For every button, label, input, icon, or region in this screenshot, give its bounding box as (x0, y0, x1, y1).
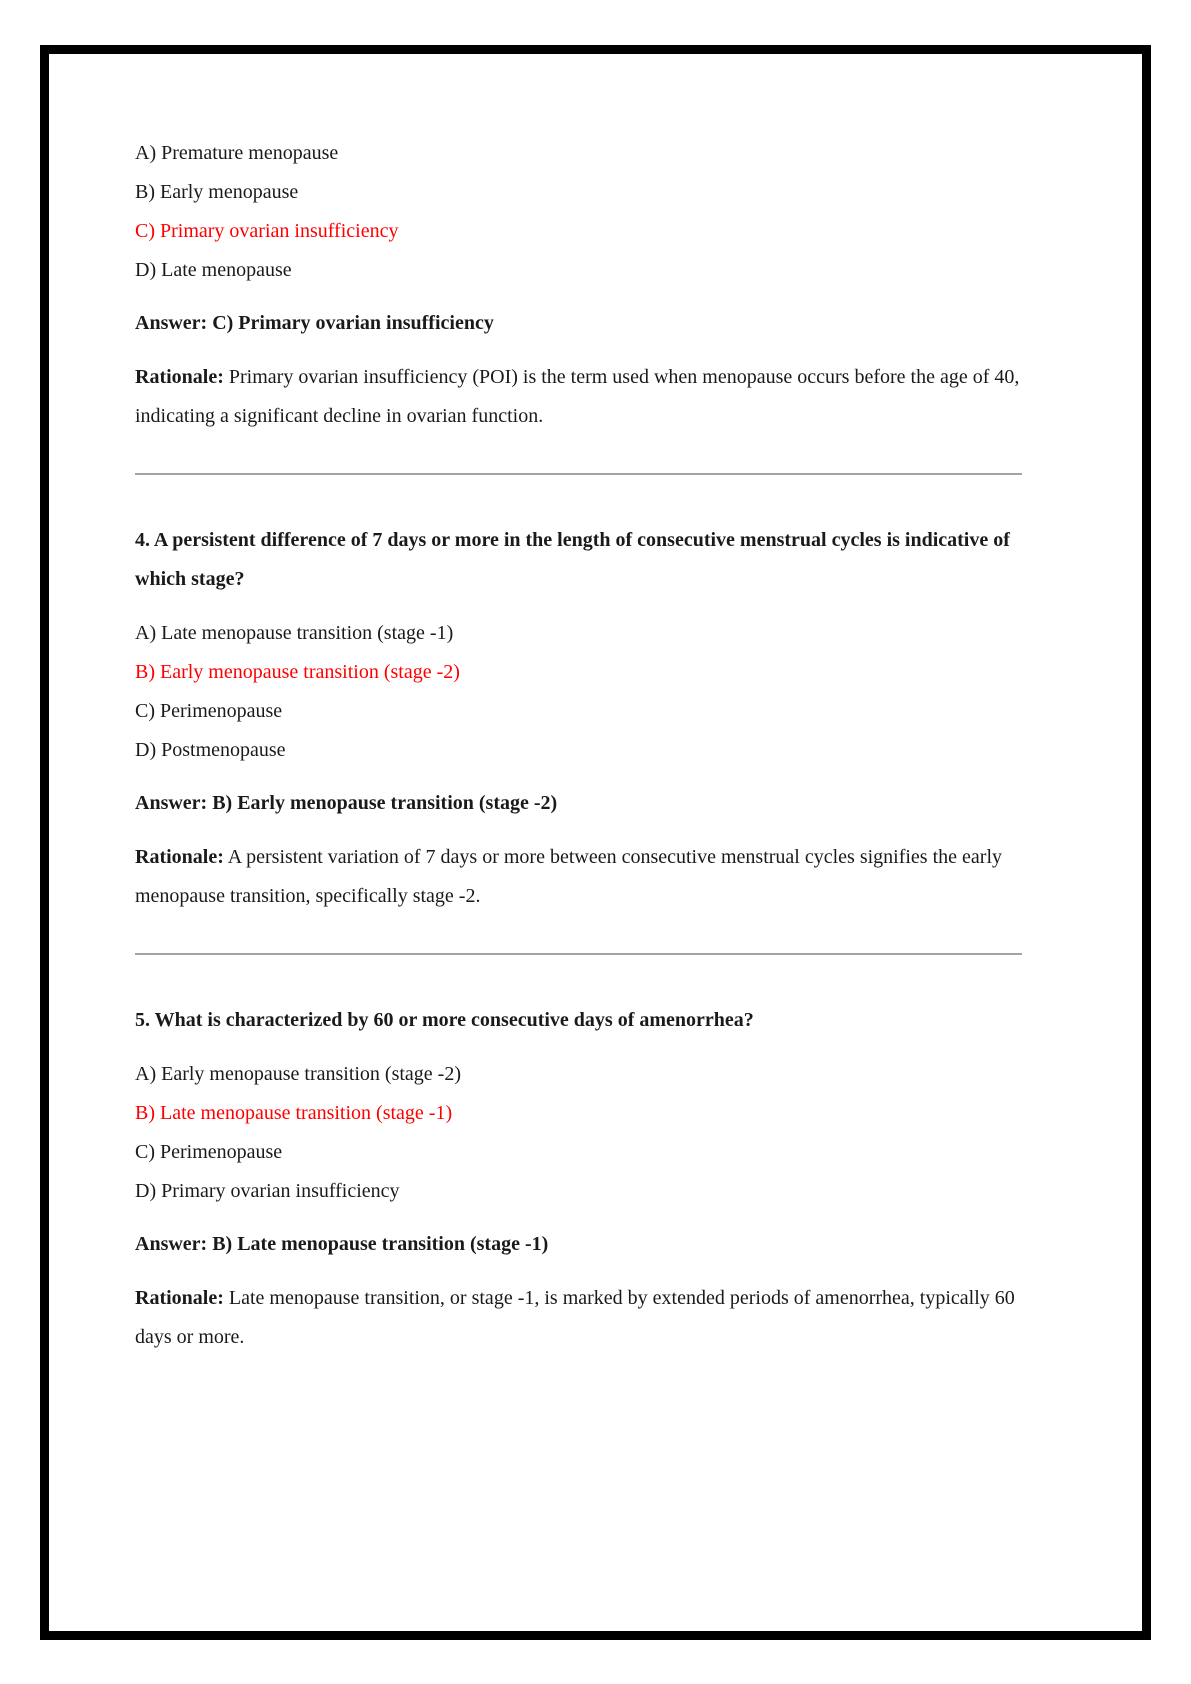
option-a: A) Premature menopause (135, 142, 339, 164)
option-d: D) Primary ovarian insufficiency (135, 1180, 400, 1202)
option-b: B) Early menopause (135, 181, 299, 203)
answer-text: Answer: C) Primary ovarian insufficiency (135, 312, 494, 334)
page-border (40, 45, 1151, 1640)
rationale-text (135, 358, 1022, 436)
rationale-body: A persistent variation of 7 days or more between consecutive menstrual cycles signifies the early menopause transition, specifically stage -2. (135, 846, 1002, 907)
option-d: D) Postmenopause (135, 739, 286, 761)
question-block-2 (135, 521, 1022, 916)
rationale-label: Rationale: (135, 846, 224, 868)
option-a: A) Late menopause transition (stage -1) (135, 622, 454, 644)
option-c: C) Perimenopause (135, 1141, 283, 1163)
question-title: 5. What is characterized by 60 or more consecutive days of amenorrhea? (135, 1009, 754, 1031)
option-b: B) Early menopause transition (stage -2) (135, 661, 460, 683)
option-c: C) Perimenopause (135, 700, 283, 722)
option-b: B) Late menopause transition (stage -1) (135, 1102, 453, 1124)
answer-text: Answer: B) Late menopause transition (stage -1) (135, 1233, 549, 1255)
section-divider (135, 473, 1022, 475)
question-title: 4. A persistent difference of 7 days or more in the length of consecutive menstrual cycles is indicative of which stage? (135, 529, 1010, 590)
option-a: A) Early menopause transition (stage -2) (135, 1063, 462, 1085)
rationale-text (135, 1279, 1022, 1357)
section-divider (135, 953, 1022, 955)
document-content (49, 54, 1142, 1357)
option-d: D) Late menopause (135, 259, 292, 281)
option-c: C) Primary ovarian insufficiency (135, 220, 399, 242)
answer-text: Answer: B) Early menopause transition (stage -2) (135, 792, 558, 814)
rationale-body: Primary ovarian insufficiency (POI) is the term used when menopause occurs before the age of 40, indicating a significant decline in ovarian function. (135, 366, 1020, 427)
question-block-3 (135, 1001, 1022, 1357)
question-block-1 (135, 134, 1022, 436)
rationale-body: Late menopause transition, or stage -1, is marked by extended periods of amenorrhea, typically 60 days or more. (135, 1287, 1015, 1348)
rationale-label: Rationale: (135, 1287, 224, 1309)
rationale-text (135, 838, 1022, 916)
rationale-label: Rationale: (135, 366, 224, 388)
